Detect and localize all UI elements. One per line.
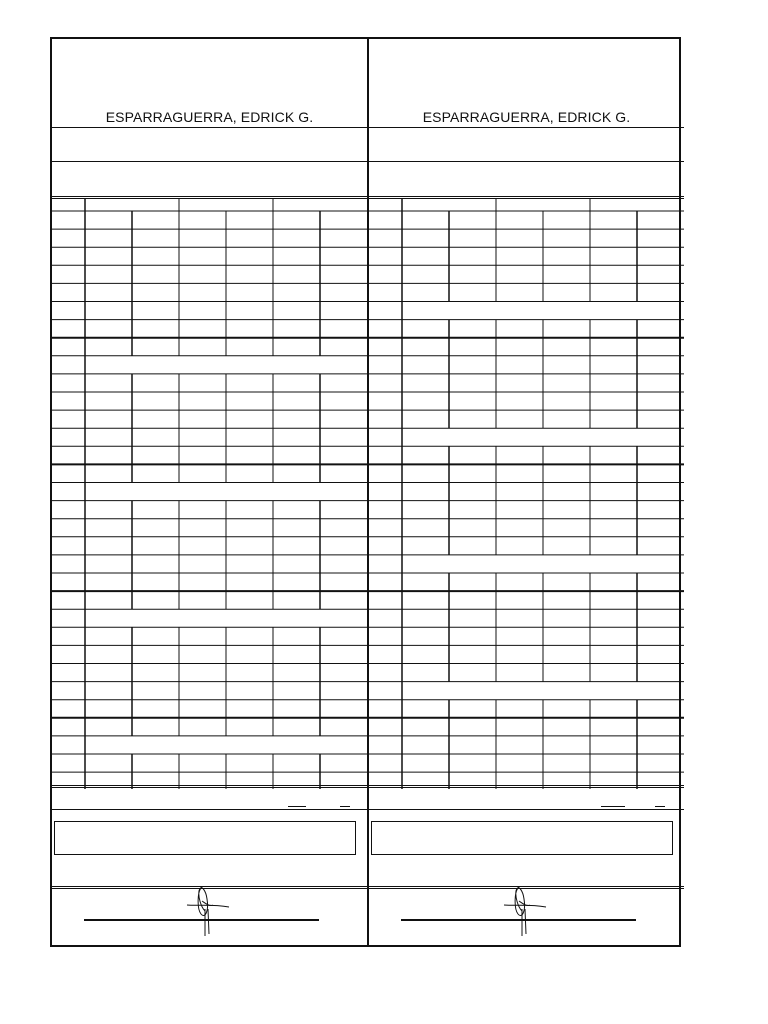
signature-mark [494, 879, 554, 939]
header-divider [369, 127, 684, 128]
grid-bottom-divider [52, 785, 367, 788]
total-hours-blank [601, 806, 625, 807]
dtr-column-right [367, 39, 684, 945]
signature-mark [177, 879, 237, 939]
employee-name: ESPARRAGUERRA, EDRICK G. [422, 109, 631, 125]
header-divider [52, 161, 367, 162]
total-minutes-blank [340, 806, 350, 807]
certification-box [371, 821, 673, 855]
total-hours-blank [288, 806, 306, 807]
total-divider [52, 809, 367, 810]
header-divider [369, 161, 684, 162]
time-record-grid [369, 199, 684, 789]
certification-box [54, 821, 356, 855]
header-divider [52, 127, 367, 128]
signature-area [369, 879, 684, 947]
time-record-table [369, 199, 684, 789]
time-record-table [52, 199, 367, 789]
total-minutes-blank [655, 806, 665, 807]
grid-bottom-divider [369, 785, 684, 788]
employee-name: ESPARRAGUERRA, EDRICK G. [105, 109, 314, 125]
total-divider [369, 809, 684, 810]
dtr-column-left [52, 39, 367, 945]
dtr-sheet [50, 37, 681, 947]
signature-area [52, 879, 367, 947]
time-record-grid [52, 199, 367, 789]
